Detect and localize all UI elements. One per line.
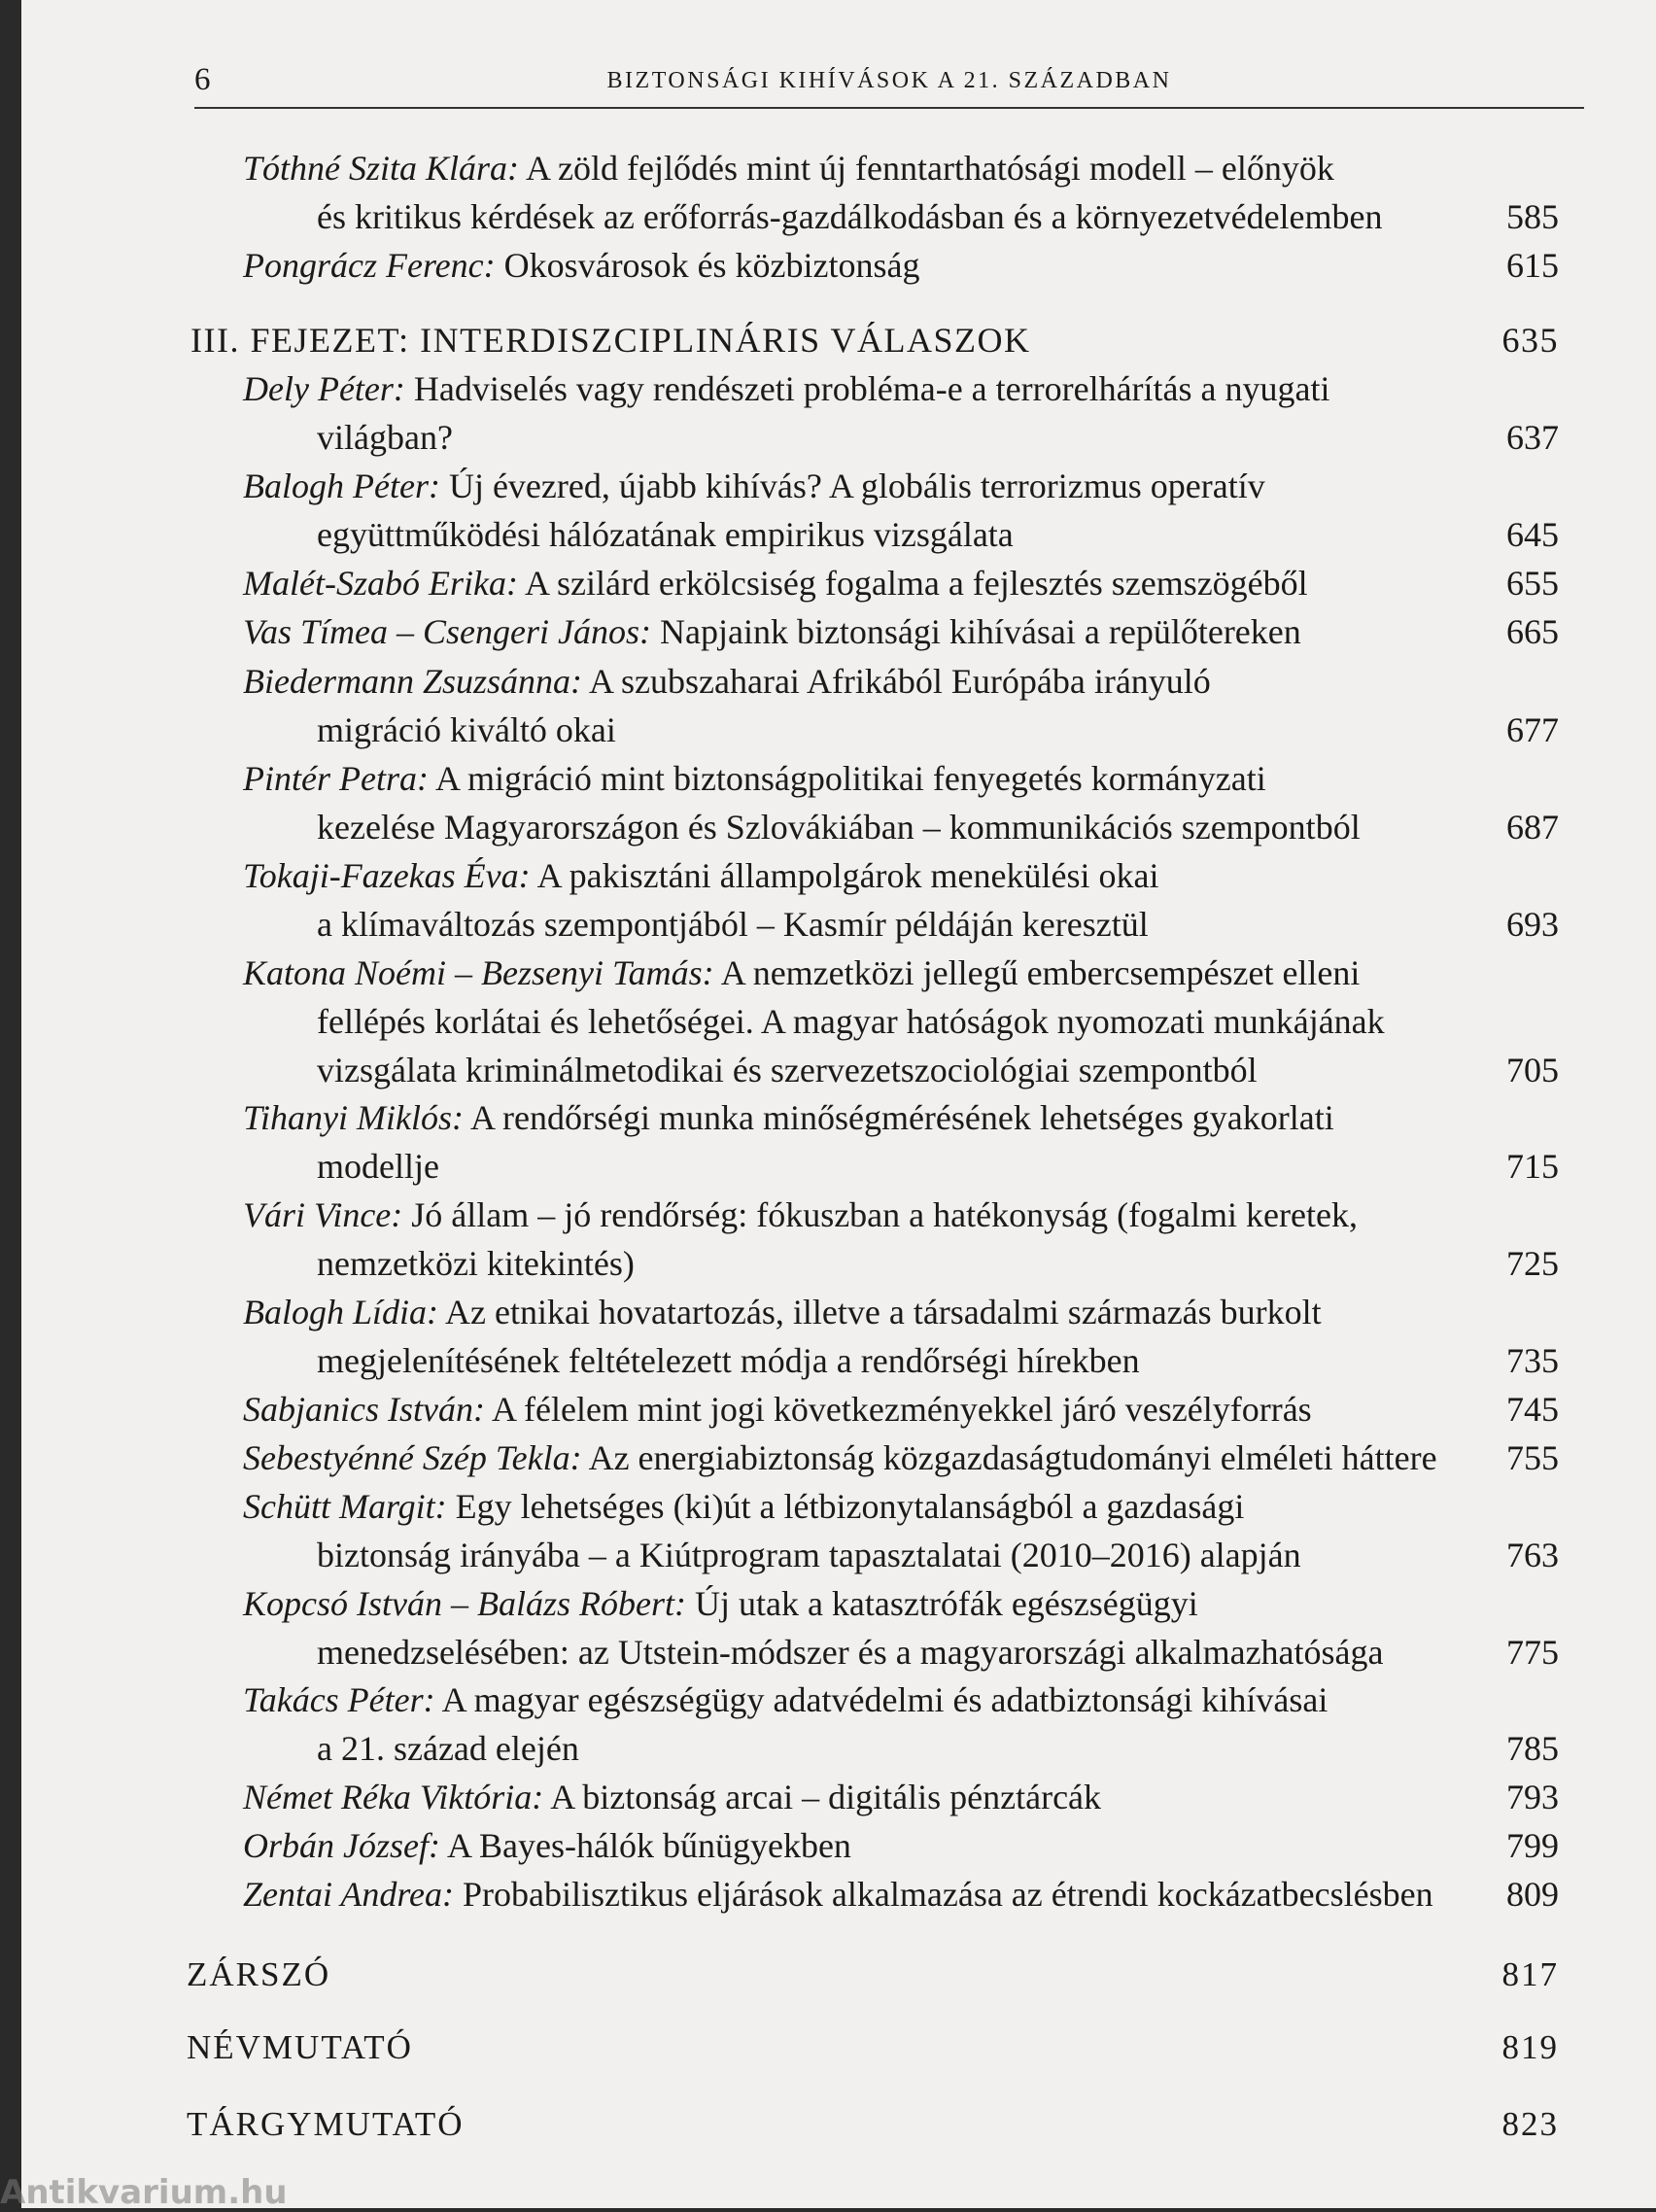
toc-entry <box>243 1191 1559 1288</box>
toc-entry <box>243 1093 1559 1191</box>
entry-author: Sabjanics István: <box>243 1390 485 1429</box>
entry-title: A magyar egészségügy adatvédelmi és adatbiztonsági kihívásai <box>441 1680 1328 1719</box>
entry-title: A zöld fejlődés mint új fenntarthatósági modell – előnyök <box>526 149 1334 188</box>
entry-title-continued: vizsgálata kriminálmetodikai és szervezetszociológiai szempontból <box>317 1051 1258 1089</box>
toc-entry <box>243 559 1559 607</box>
entry-title: A migráció mint biztonságpolitikai fenyegetés kormányzati <box>434 759 1266 798</box>
entry-author: Sebestyénné Szép Tekla: <box>243 1438 582 1477</box>
toc-entry <box>243 241 1559 290</box>
back-matter-page: 817 <box>1501 1955 1559 1993</box>
entry-author: Zentai Andrea: <box>243 1875 454 1914</box>
entry-title-continued: biztonság irányába – a Kiútprogram tapasztalatai (2010–2016) alapján <box>317 1536 1301 1574</box>
entry-page: 637 <box>1506 418 1559 457</box>
toc-entry <box>243 851 1559 949</box>
entry-page: 693 <box>1506 905 1559 944</box>
entry-page: 715 <box>1506 1147 1559 1186</box>
toc-entry <box>243 754 1559 851</box>
entry-page: 705 <box>1506 1051 1559 1089</box>
entry-page: 809 <box>1506 1875 1559 1914</box>
toc-entry <box>243 1773 1559 1821</box>
entry-author: Malét-Szabó Erika: <box>243 564 518 603</box>
entry-page: 677 <box>1506 710 1559 749</box>
toc-entry <box>243 1482 1559 1579</box>
entry-author: Dely Péter: <box>243 369 405 408</box>
chapter-page: 635 <box>1501 321 1559 360</box>
entry-title: Probabilisztikus eljárások alkalmazása az étrendi kockázatbecslésben <box>462 1875 1433 1914</box>
back-matter-label: TÁRGYMUTATÓ <box>187 2105 465 2143</box>
entry-page: 725 <box>1506 1244 1559 1283</box>
entry-title-continued: nemzetközi kitekintés) <box>317 1244 635 1283</box>
entry-page: 763 <box>1506 1536 1559 1574</box>
toc-entry <box>243 1821 1559 1870</box>
back-matter-label: ZÁRSZÓ <box>187 1955 331 1993</box>
entry-title-continued: együttműködési hálózatának empirikus vizsgálata <box>317 515 1014 554</box>
entry-title-continued: modellje <box>317 1147 439 1186</box>
back-matter-targymutato <box>187 2100 1559 2149</box>
toc-entry <box>243 1434 1559 1482</box>
entry-author: Vas Tímea – Csengeri János: <box>243 612 651 651</box>
entry-title: A biztonság arcai – digitális pénztárcák <box>550 1778 1102 1816</box>
entry-page: 745 <box>1506 1390 1559 1429</box>
back-matter-label: NÉVMUTATÓ <box>187 2028 413 2066</box>
entry-title-continued: megjelenítésének feltételezett módja a rendőrségi hírekben <box>317 1341 1140 1380</box>
toc-entry <box>243 144 1559 241</box>
entry-page: 793 <box>1506 1778 1559 1816</box>
entry-title: Az energiabiztonság közgazdaságtudományi elméleti háttere <box>588 1438 1437 1477</box>
entry-author: Tokaji-Fazekas Éva: <box>243 856 531 895</box>
entry-page: 775 <box>1506 1633 1559 1672</box>
entry-page: 665 <box>1506 612 1559 651</box>
entry-title: A nemzetközi jellegű embercsempészet elleni <box>720 953 1361 992</box>
toc-entry <box>243 364 1559 462</box>
entry-title: A pakisztáni állampolgárok menekülési okai <box>536 856 1159 895</box>
back-matter-page: 819 <box>1501 2028 1559 2066</box>
entry-title: A rendőrségi munka minőségmérésének lehetséges gyakorlati <box>470 1098 1334 1137</box>
running-title: BIZTONSÁGI KIHÍVÁSOK A 21. SZÁZADBAN <box>606 68 1172 93</box>
entry-page: 687 <box>1506 808 1559 847</box>
entry-author: Biedermann Zsuzsánna: <box>243 662 582 701</box>
entry-page: 615 <box>1506 246 1559 285</box>
entry-page: 585 <box>1506 197 1559 236</box>
entry-title: Napjaink biztonsági kihívásai a repülőtereken <box>659 612 1301 651</box>
chapter-label: III. FEJEZET: INTERDISZCIPLINÁRIS VÁLASZOK <box>190 321 1031 360</box>
entry-author: Pongrácz Ferenc: <box>243 246 496 285</box>
entry-author: Takács Péter: <box>243 1680 435 1719</box>
entry-title: Új évezred, újabb kihívás? A globális terrorizmus operatív <box>448 467 1265 505</box>
page-number: 6 <box>194 62 211 97</box>
entry-author: Orbán József: <box>243 1826 440 1865</box>
entry-page: 655 <box>1506 564 1559 603</box>
entry-title: Egy lehetséges (ki)út a létbizonytalanságból a gazdasági <box>455 1487 1245 1526</box>
entry-title: A félelem mint jogi következményekkel járó veszélyforrás <box>491 1390 1312 1429</box>
toc-entry <box>243 657 1559 754</box>
entry-author: Katona Noémi – Bezsenyi Tamás: <box>243 953 714 992</box>
entry-author: Kopcsó István – Balázs Róbert: <box>243 1584 686 1623</box>
entry-title: Jó állam – jó rendőrség: fókuszban a hatékonyság (fogalmi keretek, <box>411 1195 1358 1234</box>
entry-author: Tihanyi Miklós: <box>243 1098 464 1137</box>
entry-title-continued: és kritikus kérdések az erőforrás-gazdálkodásban és a környezetvédelemben <box>317 197 1383 236</box>
entry-author: Vári Vince: <box>243 1195 403 1234</box>
toc-entry <box>243 1385 1559 1434</box>
toc-entry <box>243 949 1559 1094</box>
entry-title-continued: menedzselésében: az Utstein-módszer és a magyarországi alkalmazhatósága <box>317 1633 1384 1672</box>
entry-title: Új utak a katasztrófák egészségügyi <box>694 1584 1198 1623</box>
entry-page: 755 <box>1506 1438 1559 1477</box>
entry-title-continued: a klímaváltozás szempontjából – Kasmír példáján keresztül <box>317 905 1149 944</box>
entry-title: Hadviselés vagy rendészeti probléma-e a terrorelhárítás a nyugati <box>413 369 1330 408</box>
entry-page: 785 <box>1506 1729 1559 1768</box>
watermark: Antikvarium.hu <box>0 2173 288 2212</box>
entry-title: A Bayes-hálók bűnügyekben <box>447 1826 851 1865</box>
back-matter-nevmutato <box>187 2023 1559 2072</box>
entry-title: Az etnikai hovatartozás, illetve a társadalmi származás burkolt <box>445 1293 1322 1331</box>
entry-title-continued: fellépés korlátai és lehetőségei. A magyar hatóságok nyomozati munkájának <box>317 1002 1385 1041</box>
entry-title-continued: világban? <box>317 418 453 457</box>
toc-entry <box>243 462 1559 559</box>
entry-page: 645 <box>1506 515 1559 554</box>
entry-title: A szilárd erkölcsiség fogalma a fejlesztés szemszögéből <box>524 564 1308 603</box>
entry-author: Balogh Lídia: <box>243 1293 439 1331</box>
entry-author: Schütt Margit: <box>243 1487 447 1526</box>
entry-author: Német Réka Viktória: <box>243 1778 544 1816</box>
entry-author: Pintér Petra: <box>243 759 429 798</box>
entry-page: 799 <box>1506 1826 1559 1865</box>
entry-title: Okosvárosok és közbiztonság <box>503 246 920 285</box>
chapter-heading <box>190 316 1559 364</box>
back-matter-page: 823 <box>1501 2105 1559 2143</box>
entry-author: Balogh Péter: <box>243 467 440 505</box>
toc-entry <box>243 1579 1559 1676</box>
entry-author: Tóthné Szita Klára: <box>243 149 520 188</box>
entry-title: A szubszaharai Afrikából Európába irányuló <box>589 662 1211 701</box>
entry-title-continued: migráció kiváltó okai <box>317 710 616 749</box>
toc-entry <box>243 607 1559 656</box>
back-matter-zarszo <box>187 1951 1559 1999</box>
toc-entry <box>243 1870 1559 1918</box>
entry-title-continued: kezelése Magyarországon és Szlovákiában – kommunikációs szempontból <box>317 808 1361 847</box>
entry-page: 735 <box>1506 1341 1559 1380</box>
toc-entry <box>243 1288 1559 1385</box>
entry-title-continued: a 21. század elején <box>317 1729 579 1768</box>
toc-entry <box>243 1676 1559 1773</box>
